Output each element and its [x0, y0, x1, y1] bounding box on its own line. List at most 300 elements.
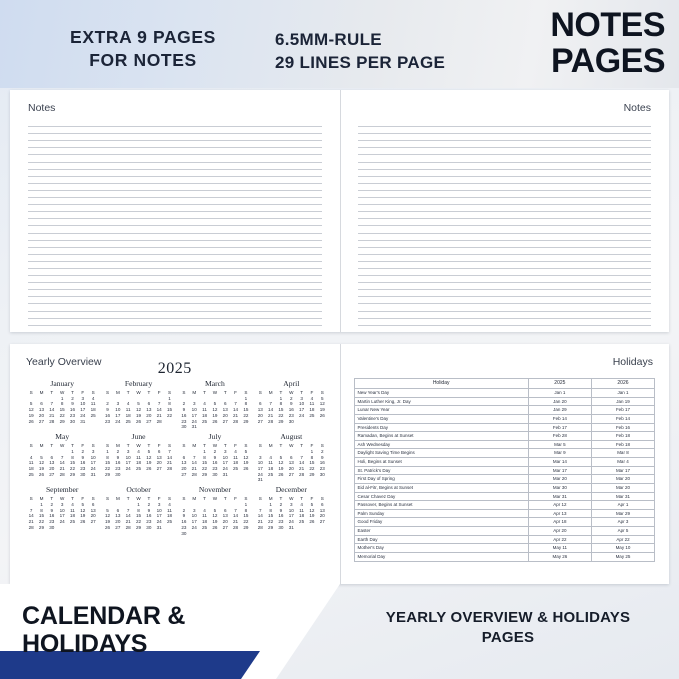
mini-month-day: 21: [191, 465, 197, 471]
holiday-date: Mar 31: [528, 492, 591, 501]
mini-month-day: 27: [146, 418, 152, 424]
mini-month-day: 12: [146, 454, 152, 460]
mini-month-day: 9: [71, 401, 74, 407]
ruled-line: [358, 304, 652, 311]
weekday-initial: T: [300, 389, 303, 395]
mini-month-day: 8: [269, 507, 272, 513]
mini-month-grid: [26, 380, 328, 536]
weekday-initial: W: [59, 389, 65, 395]
holiday-date: May 10: [591, 544, 654, 553]
ruled-line: [28, 297, 322, 304]
mini-month-day: [164, 472, 174, 478]
mini-month-day: 8: [71, 454, 74, 460]
mini-month-day: 10: [80, 401, 86, 407]
mini-month-day: 21: [166, 460, 173, 466]
mini-month-day: 24: [115, 418, 121, 424]
weekday-initial: W: [59, 496, 65, 502]
mini-month-day: 26: [212, 418, 218, 424]
mini-month-name: May: [55, 432, 70, 442]
mini-month-day: 6: [147, 401, 151, 407]
mini-month: [102, 433, 174, 483]
mini-month-day: 14: [49, 407, 55, 413]
mini-month-day: 26: [278, 471, 284, 477]
mini-month-day: 10: [191, 407, 197, 413]
mini-month-day: 1: [71, 448, 74, 454]
mini-month-day: 5: [244, 448, 248, 454]
mini-month-table: [102, 496, 174, 530]
mini-month-day: 14: [257, 513, 263, 519]
mini-month-day: 23: [212, 465, 218, 471]
mini-month-day: 9: [147, 507, 151, 513]
mini-month-day: 26: [309, 519, 315, 525]
holiday-date: Apr 13: [528, 509, 591, 518]
ruled-line: [358, 198, 652, 205]
weekday-initial: S: [91, 443, 95, 449]
mini-month-day: 7: [50, 401, 54, 407]
mini-month-day: [307, 477, 317, 483]
holidays-row: [354, 440, 655, 449]
holidays-row: [354, 544, 655, 553]
holiday-date: Feb 18: [591, 440, 654, 449]
mini-month-day: 16: [115, 460, 121, 466]
mini-month-day: 11: [125, 407, 131, 413]
mini-month-day: 15: [309, 460, 315, 466]
holidays-row: [354, 414, 655, 423]
weekday-initial: W: [289, 496, 294, 502]
weekday-initial: S: [182, 496, 186, 502]
holiday-date: Apr 20: [528, 527, 591, 536]
mini-month-day: 28: [232, 524, 239, 530]
mini-month-day: 3: [223, 448, 227, 454]
mini-month-day: 1: [137, 501, 140, 507]
mini-month-day: 8: [106, 454, 109, 460]
ruled-line: [358, 226, 652, 233]
mini-month-day: 25: [135, 465, 142, 471]
holiday-name: Presidents Day: [354, 423, 528, 432]
mini-month-day: 9: [116, 454, 120, 460]
mini-month-day: 16: [319, 460, 325, 466]
holidays-table: [354, 378, 656, 562]
weekday-initial: W: [289, 389, 294, 395]
mini-month-day: 14: [232, 407, 239, 413]
ruled-line: [358, 241, 652, 248]
mini-month-day: 13: [257, 407, 263, 413]
holiday-date: Feb 18: [591, 432, 654, 441]
mini-month-day: 20: [49, 465, 55, 471]
calendar-holidays-spread: [10, 344, 669, 584]
weekday-initial: F: [157, 443, 161, 449]
mini-month-day: 18: [125, 412, 131, 418]
mini-month-day: 11: [90, 401, 96, 407]
ruled-line: [28, 177, 322, 184]
mini-month-day: 30: [278, 524, 284, 530]
mini-month-day: 15: [69, 460, 76, 466]
weekday-initial: S: [244, 443, 248, 449]
weekday-initial: T: [279, 443, 283, 449]
mini-month-day: 17: [257, 465, 263, 471]
holiday-date: Mar 9: [528, 449, 591, 458]
mini-month-day: 8: [244, 507, 248, 513]
weekday-initial: F: [157, 389, 161, 395]
mini-month-day: 25: [166, 519, 173, 525]
mini-month-day: 17: [222, 460, 228, 466]
ruled-line: [28, 184, 322, 191]
ruled-line: [28, 170, 322, 177]
mini-month-day: 6: [157, 448, 161, 454]
weekday-initial: S: [320, 496, 324, 502]
mini-month-day: 21: [125, 519, 131, 525]
ruled-line: [358, 134, 652, 141]
footer-caption: [350, 608, 666, 649]
weekday-initial: S: [182, 389, 186, 395]
mini-month-day: 3: [157, 501, 161, 507]
weekday-initial: M: [268, 443, 273, 449]
ruled-line: [358, 163, 652, 170]
section-title-notes-line2: PAGES: [550, 42, 665, 80]
mini-month-week: [255, 525, 327, 531]
mini-month-day: 1: [244, 501, 248, 507]
mini-month: [179, 433, 251, 483]
mini-month-day: 26: [243, 465, 249, 471]
weekday-initial: W: [212, 389, 218, 395]
weekday-initial: W: [136, 496, 141, 502]
holiday-date: Mar 31: [591, 492, 654, 501]
holiday-name: Martin Luther King, Jr. Day: [354, 397, 528, 406]
mini-month: [255, 380, 327, 430]
ruled-line: [358, 170, 652, 177]
mini-month-day: 6: [91, 501, 95, 507]
mini-month-day: 22: [278, 412, 284, 418]
mini-month-day: 18: [268, 465, 274, 471]
mini-month-day: 24: [59, 519, 65, 525]
holiday-date: May 11: [528, 544, 591, 553]
weekday-initial: T: [50, 443, 54, 449]
holiday-date: Mar 20: [591, 483, 654, 492]
mini-month: [255, 433, 327, 483]
ruled-line: [358, 255, 652, 262]
mini-month-day: 16: [288, 407, 294, 413]
mini-month-day: 20: [319, 513, 325, 519]
weekday-initial: F: [310, 443, 314, 449]
mini-month-day: 10: [288, 507, 294, 513]
mini-month-day: 14: [166, 454, 173, 460]
mini-month-day: 23: [319, 465, 325, 471]
mini-month-day: 7: [234, 507, 237, 513]
holidays-row: [354, 397, 655, 406]
mini-month-day: 2: [182, 507, 186, 513]
mini-month-day: 25: [202, 524, 208, 530]
mini-month-name: November: [198, 485, 231, 495]
mini-month-day: 14: [299, 460, 305, 466]
holidays-title: Holidays: [612, 356, 653, 368]
ruled-line: [28, 134, 322, 141]
mini-month-day: 16: [278, 513, 284, 519]
ruled-line: [28, 248, 322, 255]
mini-month-day: 13: [115, 513, 121, 519]
mini-month-day: [88, 525, 98, 531]
mini-month-day: 27: [38, 418, 45, 424]
mini-month-day: 15: [59, 407, 65, 413]
mini-month-day: 28: [59, 471, 65, 477]
mini-month-day: [123, 472, 133, 478]
mini-month-day: 5: [137, 401, 140, 407]
mini-month-day: 3: [289, 501, 293, 507]
mini-month-name: June: [131, 432, 146, 442]
mini-month-day: 16: [146, 513, 152, 519]
mini-month-day: 4: [269, 454, 272, 460]
mini-month-day: 3: [81, 395, 85, 401]
mini-month-day: 7: [234, 401, 237, 407]
holiday-date: Mar 30: [528, 483, 591, 492]
ruled-line: [358, 276, 652, 283]
mini-month-day: 28: [28, 524, 34, 530]
mini-month-day: 20: [38, 412, 45, 418]
ruled-line: [358, 262, 652, 269]
mini-month-day: 16: [80, 460, 86, 466]
mini-month-day: 19: [38, 465, 45, 471]
mini-month-day: 8: [244, 401, 248, 407]
mini-month-day: 4: [234, 448, 237, 454]
mini-month-day: 25: [299, 519, 305, 525]
mini-month-day: 21: [232, 412, 239, 418]
yearly-overview-title: Yearly Overview: [26, 356, 102, 368]
mini-month-name: January: [50, 379, 74, 388]
ruled-line: [28, 312, 322, 319]
mini-month-day: 17: [125, 460, 131, 466]
mini-month-day: 10: [59, 507, 65, 513]
mini-month-day: 15: [268, 513, 274, 519]
mini-month-day: 6: [259, 401, 262, 407]
mini-month-day: 26: [38, 471, 45, 477]
mini-month-day: 30: [212, 471, 218, 477]
mini-month-day: 4: [203, 401, 206, 407]
mini-month-day: 6: [321, 501, 324, 507]
feature-ruling-line2: 29 LINES PER PAGE: [275, 53, 446, 73]
mini-month-day: 31: [191, 424, 197, 430]
mini-month-day: 9: [213, 454, 217, 460]
mini-month-week: [255, 419, 327, 425]
mini-month-day: 7: [300, 454, 303, 460]
holidays-row: [354, 458, 655, 467]
weekday-initial: F: [310, 389, 314, 395]
ruled-line: [28, 276, 322, 283]
mini-month-day: 29: [202, 471, 208, 477]
mini-month-day: [220, 531, 230, 537]
mini-month-table: [255, 390, 327, 424]
holidays-row: [354, 518, 655, 527]
mini-month-day: 7: [192, 454, 196, 460]
weekday-initial: M: [39, 443, 44, 449]
weekday-initial: M: [39, 389, 44, 395]
section-title-notes-pages: [475, 8, 665, 78]
mini-month-day: 12: [28, 407, 34, 413]
mini-month-day: 13: [49, 460, 55, 466]
mini-month-day: 29: [69, 471, 76, 477]
mini-month-table: [179, 390, 251, 430]
mini-month-day: 22: [59, 412, 65, 418]
mini-month-day: 5: [321, 395, 324, 401]
ruled-line: [28, 304, 322, 311]
mini-month-day: 22: [243, 519, 249, 525]
mini-month-day: 3: [126, 448, 130, 454]
mini-month-day: 14: [28, 513, 34, 519]
holiday-date: Feb 28: [528, 432, 591, 441]
ruled-line: [358, 312, 652, 319]
weekday-initial: F: [81, 389, 85, 395]
mini-month-day: 23: [69, 412, 76, 418]
holiday-date: Mar 29: [591, 509, 654, 518]
weekday-initial: W: [289, 443, 294, 449]
mini-month-day: 6: [182, 454, 186, 460]
mini-month-day: 8: [168, 401, 171, 407]
mini-month-day: 28: [232, 418, 239, 424]
weekday-initial: S: [29, 443, 33, 449]
section-title-notes-line1: NOTES: [550, 6, 665, 44]
mini-month-day: 4: [126, 401, 130, 407]
footer-caption-line2: PAGES: [481, 629, 535, 647]
holiday-name: Easter: [354, 527, 528, 536]
mini-month-week: [179, 424, 251, 430]
mini-month-day: 17: [115, 412, 121, 418]
ruled-line: [358, 205, 652, 212]
holiday-date: Apr 5: [591, 527, 654, 536]
mini-month-day: 13: [222, 407, 228, 413]
mini-month-day: 3: [60, 501, 64, 507]
holiday-date: Feb 17: [528, 423, 591, 432]
weekday-initial: M: [268, 389, 273, 395]
mini-month-day: 11: [309, 401, 315, 407]
mini-month-day: 9: [182, 407, 186, 413]
weekday-initial: S: [258, 443, 262, 449]
mini-month-day: 30: [288, 418, 294, 424]
weekday-initial: S: [106, 496, 110, 502]
mini-month-day: 10: [257, 460, 263, 466]
ruled-line: [28, 127, 322, 134]
notes-ruled-lines-right: [358, 120, 652, 326]
mini-month-day: 30: [80, 471, 86, 477]
mini-month-day: 6: [116, 507, 120, 513]
mini-month-day: 13: [90, 507, 96, 513]
mini-month-day: 22: [268, 519, 274, 525]
mini-month-day: [317, 419, 327, 425]
mini-month-day: 12: [38, 460, 45, 466]
mini-month: [102, 486, 174, 536]
mini-month-day: 5: [81, 501, 85, 507]
mini-month-day: 19: [243, 460, 249, 466]
mini-month-day: 27: [156, 465, 162, 471]
mini-month-day: 28: [125, 524, 131, 530]
mini-month-day: 29: [104, 471, 111, 477]
weekday-initial: T: [203, 443, 206, 449]
mini-month-day: 25: [69, 519, 76, 525]
mini-month: [179, 380, 251, 430]
mini-month-name: October: [126, 485, 151, 495]
mini-month-day: 13: [156, 454, 162, 460]
ruled-line: [28, 241, 322, 248]
mini-month-day: 29: [59, 418, 65, 424]
mini-month-day: 3: [259, 454, 262, 460]
mini-month-day: 18: [299, 513, 305, 519]
notes-page-right: [340, 90, 670, 332]
mini-month-day: 2: [50, 501, 54, 507]
mini-month-day: 21: [268, 412, 274, 418]
mini-month-day: 9: [289, 401, 293, 407]
mini-month-table: [255, 443, 327, 483]
mini-month-day: 30: [181, 424, 187, 430]
mini-month-day: 14: [191, 460, 197, 466]
weekday-initial: S: [106, 443, 110, 449]
mini-month-day: 2: [321, 448, 324, 454]
holiday-date: Mar 5: [528, 440, 591, 449]
mini-month-day: 7: [60, 454, 64, 460]
mini-month-day: 19: [146, 460, 152, 466]
holidays-row: [354, 389, 655, 398]
mini-month-name: September: [45, 485, 79, 495]
weekday-initial: T: [147, 496, 151, 502]
holiday-name: Earth Day: [354, 535, 528, 544]
mini-month-day: 31: [257, 477, 263, 483]
mini-month-day: 17: [191, 519, 197, 525]
mini-month-day: 10: [156, 507, 162, 513]
mini-month-day: 8: [279, 401, 283, 407]
mini-month-day: 24: [191, 418, 197, 424]
ruled-line: [358, 269, 652, 276]
mini-month-day: 8: [310, 454, 314, 460]
holidays-row: [354, 552, 655, 561]
holiday-date: May 25: [591, 552, 654, 561]
ruled-line: [28, 290, 322, 297]
feature-notes-count-line2: FOR NOTES: [89, 50, 197, 71]
mini-month-day: [307, 419, 317, 425]
mini-month-day: 10: [299, 401, 305, 407]
weekday-initial: F: [234, 389, 237, 395]
mini-month-day: 4: [91, 395, 95, 401]
ruled-line: [28, 219, 322, 226]
mini-month-day: 2: [106, 401, 109, 407]
holiday-date: Apr 22: [528, 535, 591, 544]
ruled-line-rule: [358, 325, 652, 326]
mini-month-day: [296, 477, 306, 483]
mini-month-day: 15: [243, 407, 249, 413]
mini-month-day: 27: [222, 418, 228, 424]
mini-month-week: [26, 472, 98, 478]
mini-month-day: [57, 525, 67, 531]
mini-month-name: February: [124, 379, 153, 388]
mini-month-day: 20: [146, 412, 152, 418]
mini-month-day: 8: [40, 507, 43, 513]
ruled-line: [28, 148, 322, 155]
mini-month-day: 23: [181, 524, 187, 530]
mini-month-day: 20: [257, 412, 263, 418]
mini-month-day: 6: [223, 507, 227, 513]
mini-month-day: 23: [115, 465, 121, 471]
weekday-initial: T: [71, 496, 74, 502]
mini-month-day: 30: [319, 471, 325, 477]
mini-month-day: 20: [222, 412, 228, 418]
mini-month-day: 25: [90, 412, 96, 418]
mini-month-day: [199, 424, 209, 430]
weekday-initial: T: [279, 389, 283, 395]
ruled-line: [358, 234, 652, 241]
weekday-initial: S: [91, 496, 95, 502]
ruled-line: [358, 290, 652, 297]
mini-month-day: 20: [181, 465, 187, 471]
mini-month-day: 12: [212, 407, 218, 413]
mini-month-day: 1: [310, 448, 314, 454]
mini-month-day: [241, 531, 251, 537]
mini-month-day: 2: [81, 448, 85, 454]
footer-caption-line1: YEARLY OVERVIEW & HOLIDAYS: [385, 609, 631, 626]
